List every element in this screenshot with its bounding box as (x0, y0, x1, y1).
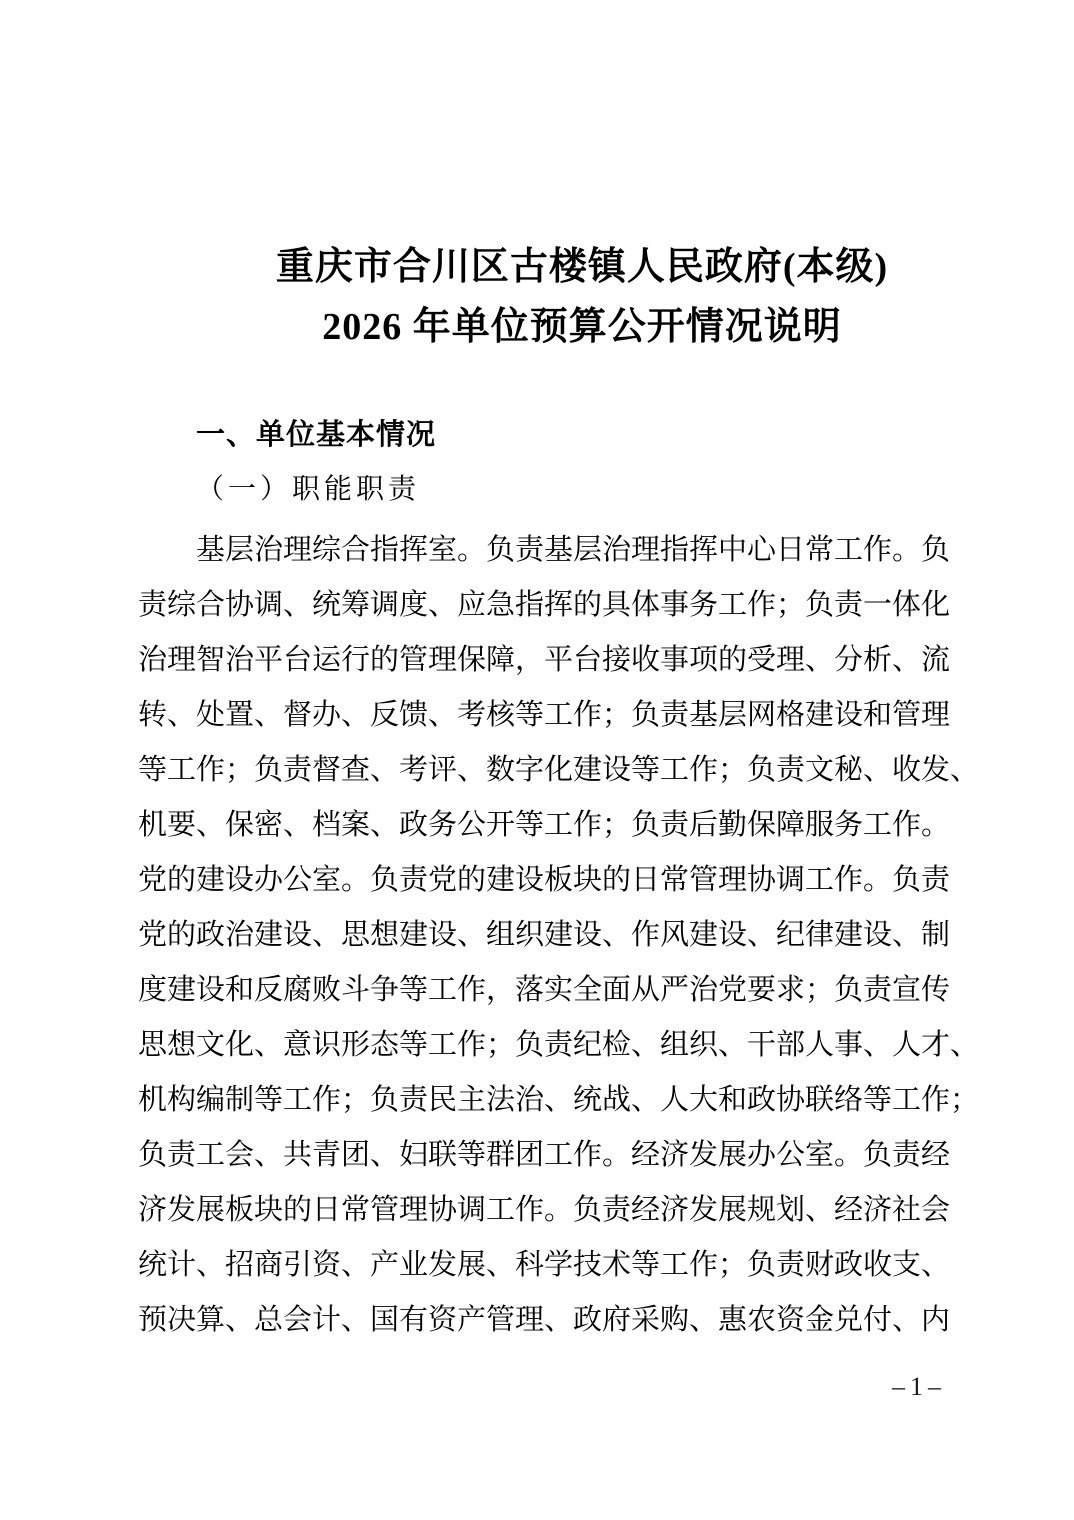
body-text-line: 负责工会、共青团、妇联等群团工作。经济发展办公室。负责经 (138, 1139, 951, 1171)
body-text-line: 党的政治建设、思想建设、组织建设、作风建设、纪律建设、制 (138, 919, 951, 951)
body-text-line: 机构编制等工作；负责民主法治、统战、人大和政协联络等工作； (138, 1084, 980, 1116)
body-text-line: 等工作；负责督查、考评、数字化建设等工作；负责文秘、收发、 (138, 754, 980, 786)
document-body (0, 419, 1074, 1348)
body-text-line: 党的建设办公室。负责党的建设板块的日常管理协调工作。负责 (138, 864, 951, 896)
section-heading: 一、单位基本情况 (196, 419, 437, 451)
body-text-line: 基层治理综合指挥室。负责基层治理指挥中心日常工作。负 (196, 534, 951, 566)
body-text-line: 机要、保密、档案、政务公开等工作；负责后勤保障服务工作。 (138, 809, 951, 841)
body-text-line: 济发展板块的日常管理协调工作。负责经济发展规划、经济社会 (138, 1194, 951, 1226)
body-text-line: 治理智治平台运行的管理保障，平台接收事项的受理、分析、流 (138, 644, 951, 676)
title-line-2: 2026 年单位预算公开情况说明 (322, 306, 842, 348)
page-number: –1– (892, 1372, 946, 1401)
body-text-line: 转、处置、督办、反馈、考核等工作；负责基层网格建设和管理 (138, 699, 951, 731)
subsection-heading: （一）职能职责 (196, 474, 421, 505)
body-text-line: 度建设和反腐败斗争等工作，落实全面从严治党要求；负责宣传 (138, 974, 951, 1006)
body-text-line: 思想文化、意识形态等工作；负责纪检、组织、干部人事、人才、 (138, 1029, 980, 1061)
body-text-line: 统计、招商引资、产业发展、科学技术等工作；负责财政收支、 (138, 1249, 951, 1281)
body-text-line: 预决算、总会计、国有资产管理、政府采购、惠农资金兑付、内 (138, 1304, 951, 1336)
body-paragraph (138, 523, 980, 1348)
document-title (45, 0, 1074, 357)
body-text-line: 责综合协调、统筹调度、应急指挥的具体事务工作；负责一体化 (138, 589, 951, 621)
title-line-1: 重庆市合川区古楼镇人民政府(本级) (275, 246, 889, 288)
